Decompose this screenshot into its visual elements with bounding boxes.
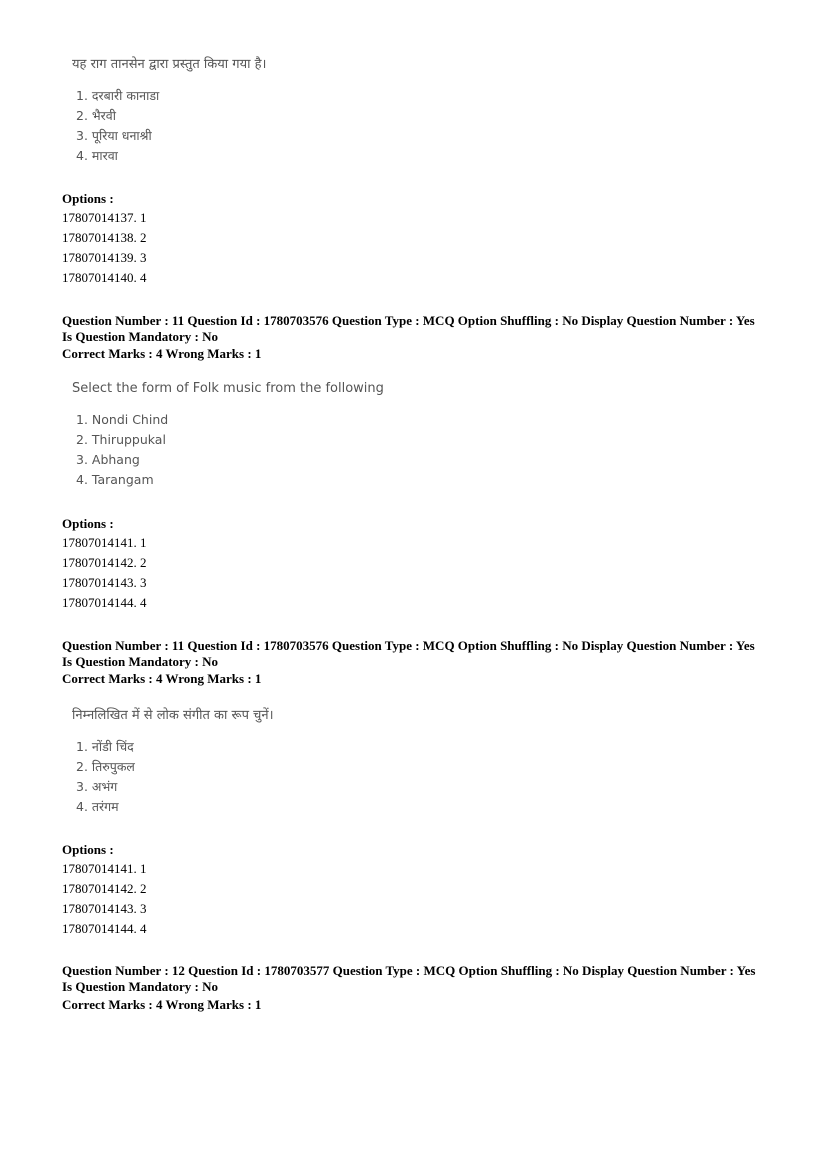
question-image-raga: [72, 54, 266, 166]
choice-item: 1. दरबारी कानाडा: [76, 88, 160, 103]
option-line: 17807014144. 4: [62, 921, 147, 936]
option-line: 17807014143. 3: [62, 575, 147, 590]
option-line: 17807014139. 3: [62, 250, 147, 265]
option-line: 17807014141. 1: [62, 535, 147, 550]
choice-item: 2. Thiruppukal: [76, 432, 166, 447]
choice-item: 4. तरंगम: [76, 799, 119, 814]
choice-list: [72, 410, 384, 490]
choice-item: 2. तिरुपुकल: [76, 759, 135, 774]
choice-item: 1. नोंडी चिंद: [76, 739, 134, 754]
question-marks: Correct Marks : 4 Wrong Marks : 1: [62, 671, 262, 686]
question-mandatory: Is Question Mandatory : No: [62, 329, 219, 344]
question-image-folk-hi: [72, 705, 274, 817]
options-label: Options :: [62, 516, 114, 531]
choice-item: 2. भैरवी: [76, 108, 116, 123]
question-stem: यह राग तानसेन द्वारा प्रस्तुत किया गया है।: [72, 57, 267, 72]
choice-item: 3. Abhang: [76, 452, 140, 467]
choice-item: 4. मारवा: [76, 148, 118, 163]
question-marks: Correct Marks : 4 Wrong Marks : 1: [62, 346, 262, 361]
option-line: 17807014141. 1: [62, 861, 147, 876]
option-line: 17807014144. 4: [62, 595, 147, 610]
option-line: 17807014143. 3: [62, 901, 147, 916]
choice-item: 3. पूरिया धनाश्री: [76, 128, 152, 143]
option-line: 17807014138. 2: [62, 230, 147, 245]
choice-item: 4. Tarangam: [76, 472, 154, 487]
choice-list: [72, 86, 266, 166]
question-mandatory: Is Question Mandatory : No: [62, 979, 219, 994]
option-line: 17807014140. 4: [62, 270, 147, 285]
question-stem: निम्नलिखित में से लोक संगीत का रूप चुनें।: [72, 708, 274, 723]
question-marks: Correct Marks : 4 Wrong Marks : 1: [62, 997, 262, 1012]
question-header: Question Number : 11 Question Id : 1780703576 Question Type : MCQ Option Shuffling : No Display Question Number : Yes: [62, 313, 755, 328]
question-stem: Select the form of Folk music from the following: [72, 381, 384, 396]
option-line: 17807014142. 2: [62, 881, 147, 896]
choice-item: 1. Nondi Chind: [76, 412, 169, 427]
question-header: Question Number : 12 Question Id : 1780703577 Question Type : MCQ Option Shuffling : No Display Question Number : Yes: [62, 963, 756, 978]
choice-item: 3. अभंग: [76, 779, 118, 794]
choice-list: [72, 737, 274, 817]
question-header: Question Number : 11 Question Id : 1780703576 Question Type : MCQ Option Shuffling : No Display Question Number : Yes: [62, 638, 755, 653]
options-label: Options :: [62, 842, 114, 857]
question-mandatory: Is Question Mandatory : No: [62, 654, 219, 669]
option-line: 17807014142. 2: [62, 555, 147, 570]
options-label: Options :: [62, 191, 114, 206]
option-line: 17807014137. 1: [62, 210, 147, 225]
question-image-folk-en: [72, 381, 384, 490]
